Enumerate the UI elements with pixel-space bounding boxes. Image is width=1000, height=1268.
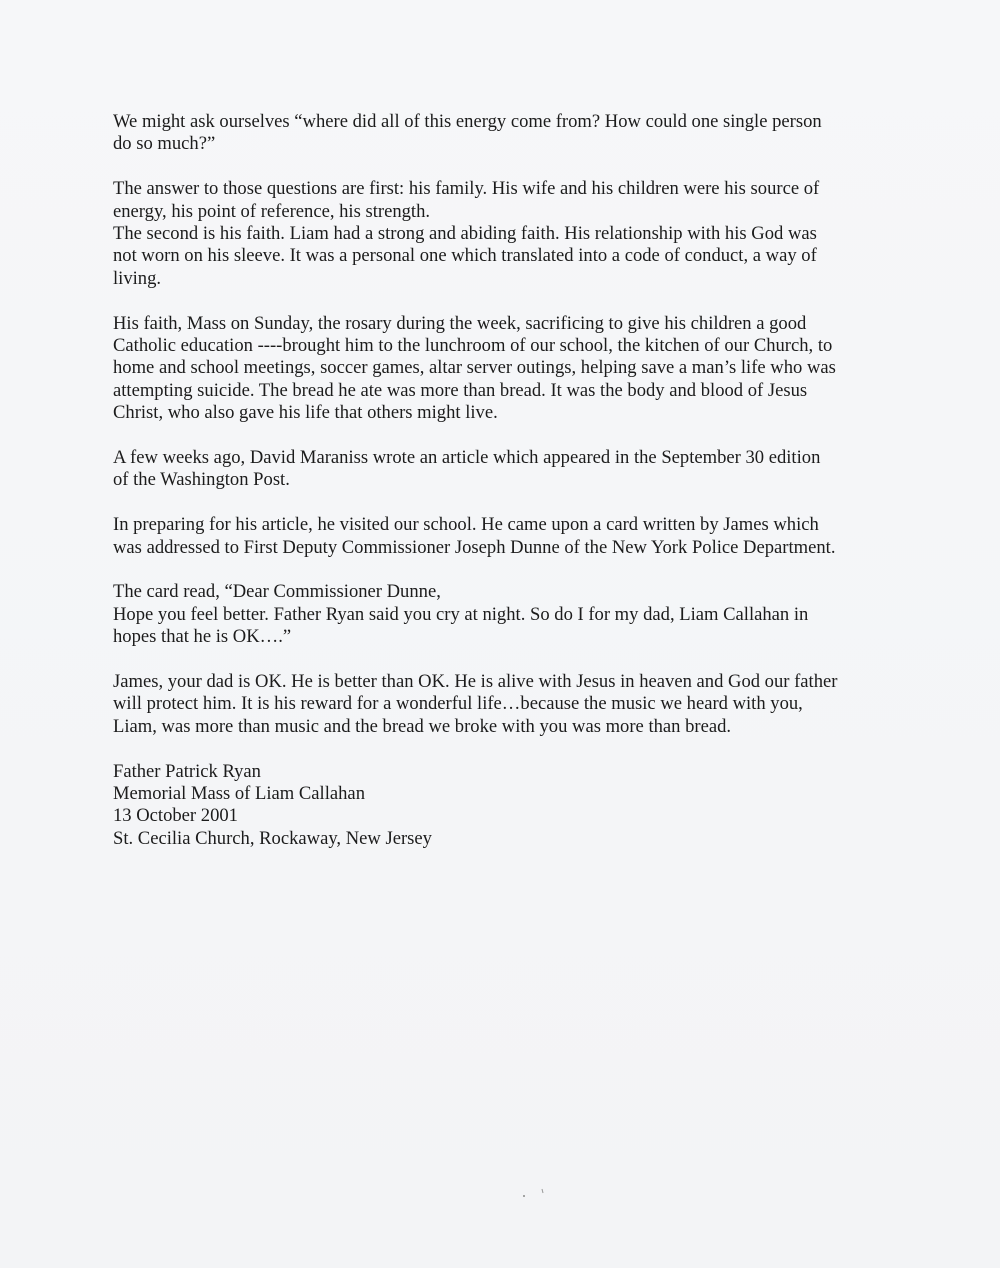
text-line: Liam, was more than music and the bread we broke with you was more than bread.: [113, 715, 732, 737]
text-line: Catholic education ----brought him to the lunchroom of our school, the kitchen of our Church, to: [113, 335, 833, 357]
text-line: James, your dad is OK. He is better than OK. He is alive with Jesus in heaven and God our father: [113, 671, 838, 693]
text-line: was addressed to First Deputy Commissioner Joseph Dunne of the New York Police Department.: [113, 536, 836, 558]
text-line: His faith, Mass on Sunday, the rosary during the week, sacrificing to give his children a good: [113, 312, 807, 334]
document-body: [113, 111, 903, 873]
text-line: living.: [113, 267, 162, 289]
paragraph-card-quote: [113, 581, 903, 648]
text-line: hopes that he is OK….”: [113, 626, 292, 648]
text-line: do so much?”: [113, 133, 216, 155]
signature-block: [113, 761, 903, 851]
text-line: The answer to those questions are first: his family. His wife and his children were his source of: [113, 178, 820, 200]
paragraph-his-faith: [113, 313, 903, 425]
paragraph-energy-question: [113, 111, 903, 156]
paragraph-closing: [113, 671, 903, 738]
text-line: We might ask ourselves “where did all of this energy come from? How could one single person: [113, 111, 822, 132]
text-line: Christ, who also gave his life that others might live.: [113, 402, 498, 424]
scan-specks-decoration: [522, 1187, 552, 1199]
signature-date: 13 October 2001: [113, 805, 238, 827]
signature-occasion: Memorial Mass of Liam Callahan: [113, 783, 365, 805]
paragraph-school-visit: [113, 514, 903, 559]
signature-location: St. Cecilia Church, Rockaway, New Jersey: [113, 827, 432, 849]
text-line: The second is his faith. Liam had a strong and abiding faith. His relationship with his God was: [113, 223, 817, 245]
text-line: A few weeks ago, David Maraniss wrote an article which appeared in the September 30 edition: [113, 447, 821, 469]
text-line: of the Washington Post.: [113, 469, 290, 491]
text-line: The card read, “Dear Commissioner Dunne,: [113, 581, 441, 603]
signature-name: Father Patrick Ryan: [113, 760, 261, 782]
text-line: Hope you feel better. Father Ryan said you cry at night. So do I for my dad, Liam Callahan in: [113, 603, 809, 625]
text-line: will protect him. It is his reward for a wonderful life…because the music we heard with you,: [113, 693, 803, 715]
paragraph-family-and-faith: [113, 178, 903, 290]
text-line: attempting suicide. The bread he ate was more than bread. It was the body and blood of Jesus: [113, 379, 808, 401]
text-line: energy, his point of reference, his strength.: [113, 200, 431, 222]
text-line: In preparing for his article, he visited our school. He came upon a card written by James which: [113, 514, 819, 536]
text-line: not worn on his sleeve. It was a personal one which translated into a code of conduct, a way of: [113, 245, 817, 267]
paragraph-washington-post: [113, 447, 903, 492]
text-line: home and school meetings, soccer games, altar server outings, helping save a man’s life who was: [113, 357, 836, 379]
